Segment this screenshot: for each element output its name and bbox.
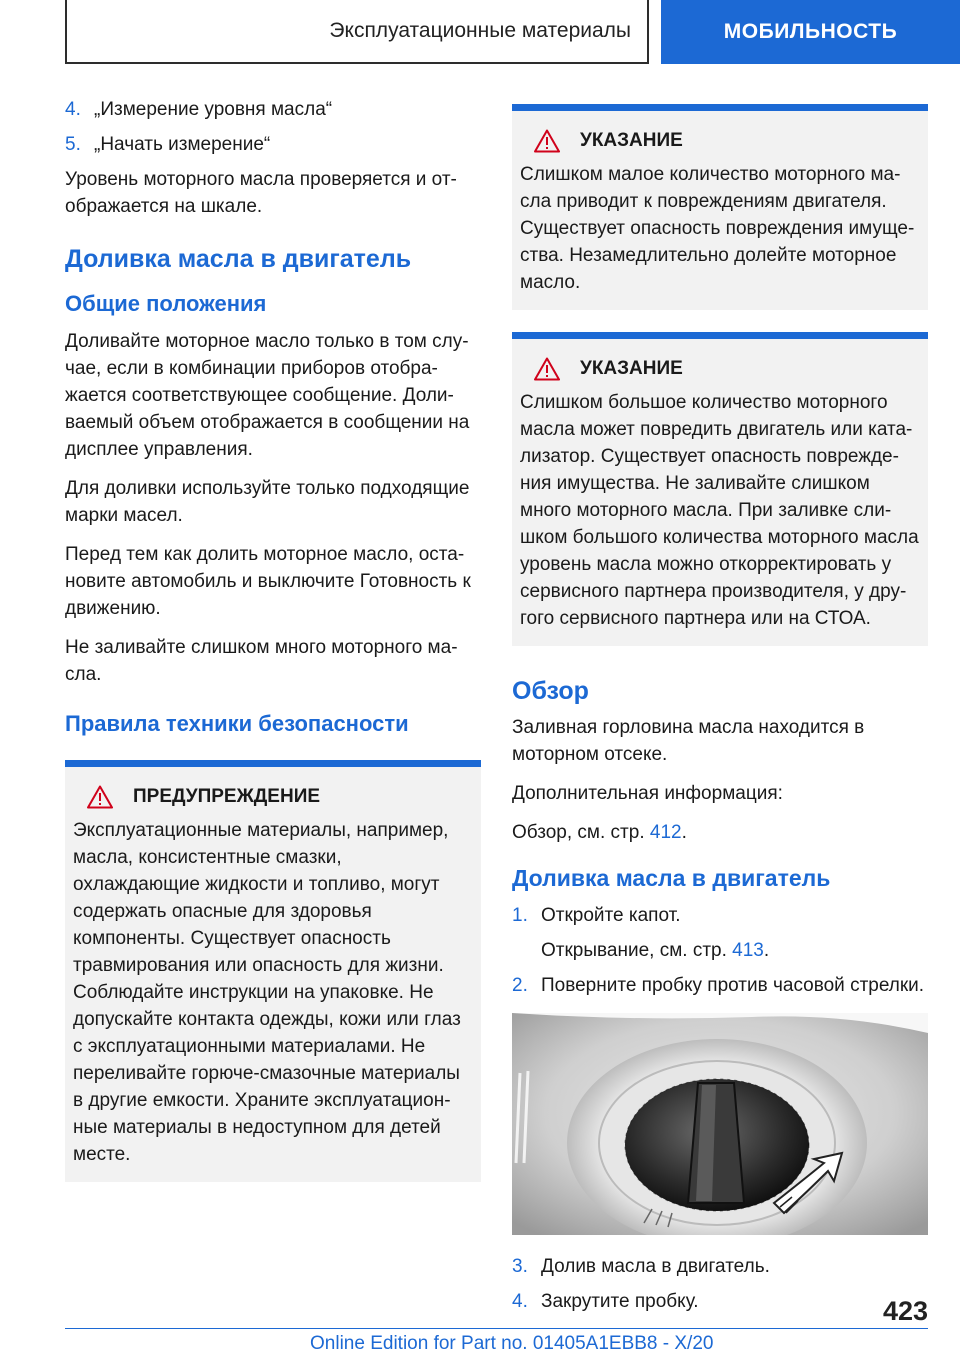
warning-triangle-icon bbox=[87, 785, 113, 809]
heading-refill-steps: Доливка масла в двигатель bbox=[512, 865, 831, 891]
section-title: Эксплуатационные материалы bbox=[329, 19, 631, 42]
warning-box bbox=[65, 760, 481, 1182]
page-number: 423 bbox=[882, 1296, 928, 1326]
paragraph: Перед тем как долить моторное масло, остановите автомобиль и выключите Готовность к движению. bbox=[65, 544, 471, 619]
paragraph: Для доливки используйте только подходящие марки масел. bbox=[65, 478, 470, 526]
left-column bbox=[65, 96, 481, 1200]
warning-triangle-icon bbox=[534, 357, 560, 381]
notice-text: Слишком большое количество моторного масла может повредить двигатель или катализатор. Существует опасность повреждения имущества. Не заливайте слишком много моторного масла. При заливке слишком большого количества моторного масла уровень масла можно откорректировать у сервисного партнера производителя, у другого сервисного партнера или на СТОА. bbox=[520, 392, 919, 629]
step-item bbox=[512, 902, 928, 929]
step-text: Откройте капот. bbox=[541, 905, 681, 926]
notice-header bbox=[520, 129, 920, 153]
warning-text: Эксплуатационные материалы, например, масла, консистентные смазки, охлаждающие жидкости и топливо, могут содержать опасные для здоровья компоненты. Существует опасность травмирования или опасность для жизни. Соблюдайте инструкции на упаковке. Не допускайте контакта одежды, кожи или глаз с эксплуатационными материалами. Не переливайте горюче-смазочные материалы в другие емкости. Храните эксплуатационные материалы в недоступном для детей месте. bbox=[73, 820, 461, 1165]
notice-header bbox=[520, 357, 920, 381]
footer-divider bbox=[65, 1328, 928, 1329]
step-item bbox=[512, 1253, 928, 1280]
step-number: 4. bbox=[512, 1291, 528, 1312]
notice-title: УКАЗАНИЕ bbox=[580, 358, 683, 379]
notice-box bbox=[512, 332, 928, 646]
step-text: Поверните пробку против часовой стрелки. bbox=[541, 975, 925, 996]
paragraph: Дополнительная информация: bbox=[512, 783, 783, 804]
step-text: Долив масла в двигатель. bbox=[541, 1256, 770, 1277]
notice-title: УКАЗАНИЕ bbox=[580, 130, 683, 151]
header-chapter-tab[interactable] bbox=[661, 0, 960, 64]
step-text: „Измерение уровня масла“ bbox=[94, 99, 333, 120]
step-number: 5. bbox=[65, 134, 81, 155]
step-number: 1. bbox=[512, 905, 528, 926]
header-section-title bbox=[65, 0, 649, 64]
right-column bbox=[512, 96, 928, 1323]
step-text: Закрутите пробку. bbox=[541, 1291, 699, 1312]
page-link-413[interactable]: 413 bbox=[732, 940, 764, 961]
oil-filler-cap-image bbox=[512, 1013, 928, 1235]
heading-refill: Доливка масла в двигатель bbox=[65, 245, 412, 273]
heading-overview: Обзор bbox=[512, 677, 589, 705]
step-number: 3. bbox=[512, 1256, 528, 1277]
reference-open-hood: Открывание, см. стр. 413. bbox=[541, 940, 770, 961]
paragraph: Заливная горловина масла находится в моторном отсеке. bbox=[512, 717, 865, 765]
step-number: 4. bbox=[65, 99, 81, 120]
chapter-title: МОБИЛЬНОСТЬ bbox=[723, 20, 898, 43]
reference-text: Открывание, см. стр. bbox=[541, 940, 727, 961]
step-item bbox=[65, 131, 481, 158]
step-text: „Начать измерение“ bbox=[94, 134, 271, 155]
reference-text: Обзор, см. стр. bbox=[512, 822, 645, 843]
heading-general: Общие положения bbox=[65, 291, 267, 316]
paragraph: Доливайте моторное масло только в том случае, если в комбинации приборов отображается соответствующее сообщение. Доливаемый объем отображается в сообщении на дисплее управления. bbox=[65, 331, 470, 460]
step-number: 2. bbox=[512, 975, 528, 996]
step-item bbox=[512, 972, 928, 999]
reference-overview: Обзор, см. стр. 412. bbox=[512, 822, 687, 843]
footer-edition: Online Edition for Part no. 01405A1EBB8 - X/20 bbox=[310, 1333, 714, 1354]
step-item bbox=[65, 96, 481, 123]
warning-title: ПРЕДУПРЕЖДЕНИЕ bbox=[133, 786, 321, 807]
paragraph: Не заливайте слишком много моторного масла. bbox=[65, 637, 458, 685]
heading-safety: Правила техники безопасности bbox=[65, 711, 409, 736]
notice-text: Слишком малое количество моторного масла приводит к повреждениям двигателя. Существует опасность повреждения имущества. Незамедлительно долейте моторное масло. bbox=[520, 164, 915, 293]
warning-triangle-icon bbox=[534, 129, 560, 153]
notice-box bbox=[512, 104, 928, 310]
step-item bbox=[512, 1288, 928, 1315]
warning-header bbox=[73, 785, 473, 809]
page-link-412[interactable]: 412 bbox=[649, 822, 682, 843]
paragraph-level: Уровень моторного масла проверяется и отображается на шкале. bbox=[65, 169, 457, 217]
